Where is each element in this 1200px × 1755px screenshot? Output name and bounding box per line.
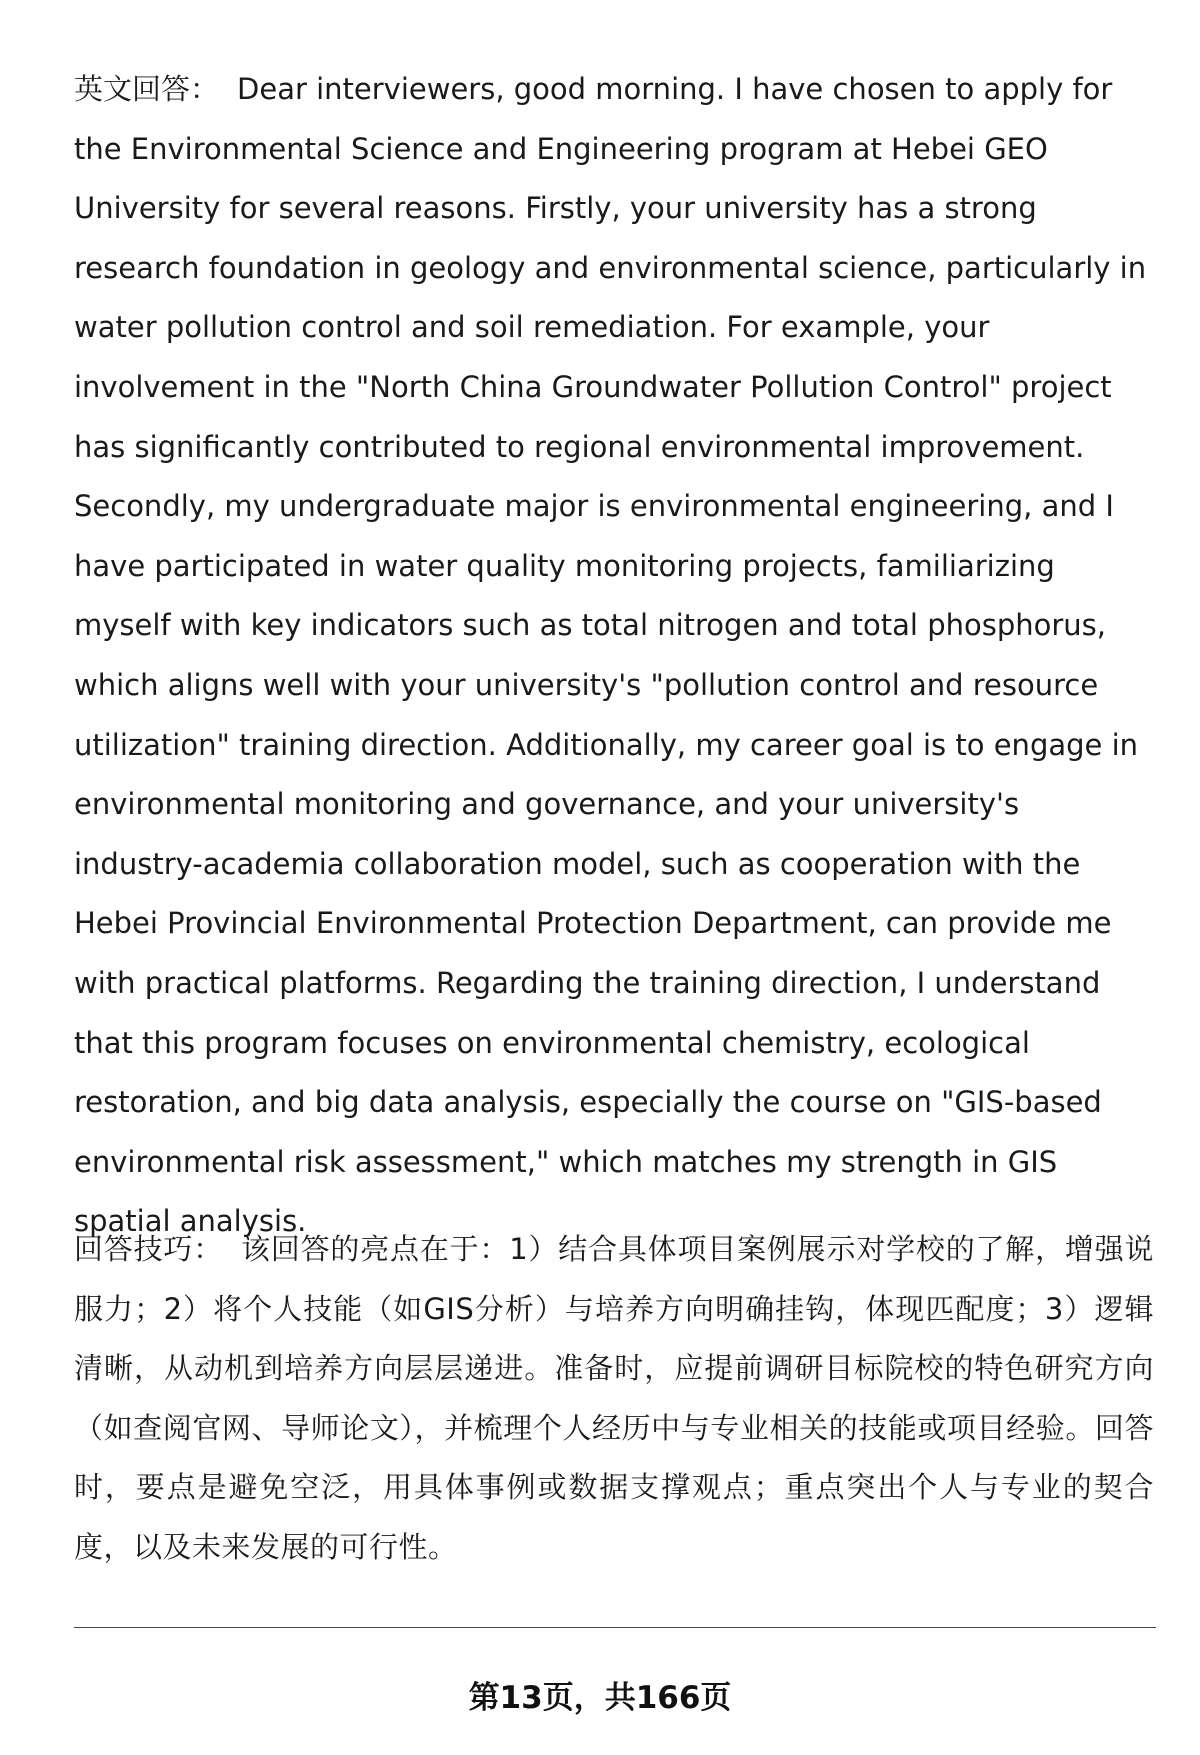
answer-tips-paragraph xyxy=(74,1220,1154,1577)
english-answer-label: 英文回答： xyxy=(74,72,220,106)
answer-tips-label: 回答技巧： xyxy=(74,1232,224,1266)
english-answer-text: Dear interviewers, good morning. I have chosen to apply for the Environmental Science and Engineering program at Hebei GEO University for several reasons. Firstly, your university has a strong research foundation in geology and environmental science, particularly in water pollution control and soil remediation. For example, your involvement in the "North China Groundwater Pollution Control" project has significantly contributed to regional environmental improvement. Secondly, my undergraduate major is environmental engineering, and I have participated in water quality monitoring projects, familiarizing myself with key indicators such as total nitrogen and total phosphorus, which aligns well with your university's "pollution control and resource utilization" training direction. Additionally, my career goal is to engage in environmental monitoring and governance, and your university's industry-academia collaboration model, such as cooperation with the Hebei Provincial Environmental Protection Department, can provide me with practical platforms. Regarding the training direction, I understand that this program focuses on environmental chemistry, ecological restoration, and big data analysis, especially the course on "GIS-based environmental risk assessment," which matches my strength in GIS spatial analysis. xyxy=(74,72,1147,1239)
page-indicator: 第13页，共166页 xyxy=(468,1680,732,1716)
footer-divider xyxy=(74,1627,1156,1628)
english-answer-paragraph xyxy=(74,60,1154,1252)
answer-tips-text: 该回答的亮点在于：1）结合具体项目案例展示对学校的了解，增强说服力；2）将个人技能（如GIS分析）与培养方向明确挂钩，体现匹配度；3）逻辑清晰，从动机到培养方向层层递进。准备时，应提前调研目标院校的特色研究方向（如查阅官网、导师论文），并梳理个人经历中与专业相关的技能或项目经验。回答时，要点是避免空泛，用具体事例或数据支撑观点；重点突出个人与专业的契合度，以及未来发展的可行性。 xyxy=(74,1232,1154,1564)
